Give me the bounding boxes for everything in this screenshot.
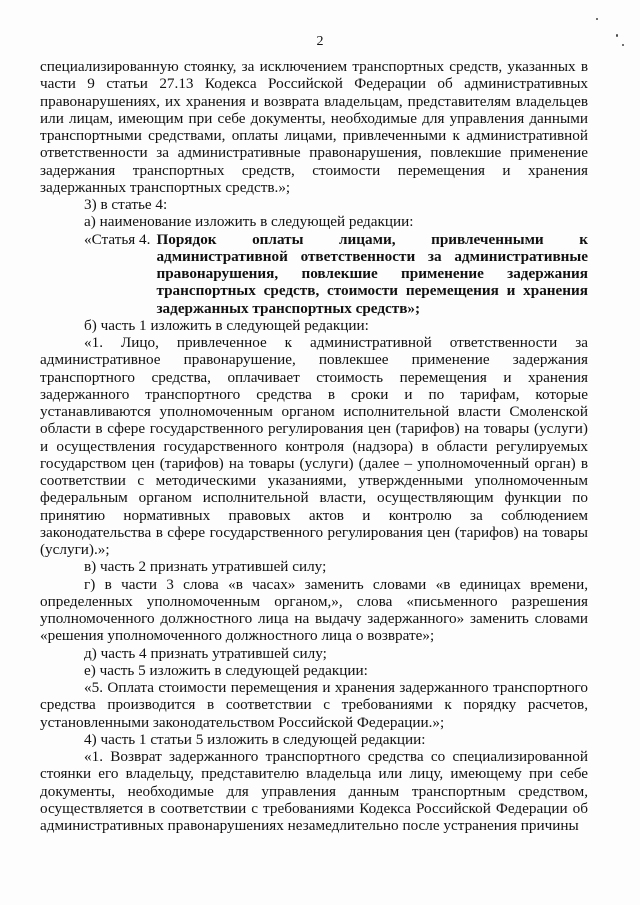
paragraph-quote-part-1: «1. Лицо, привлеченное к административной ответственности за административное правонарушение, повлекшее применение задержания транспортного средства, оплачивает стоимость перемещения и хранения задержанного транспортного средства в сроки и по тарифам, которые устанавливаются уполномоченным органом исполнительной власти Смоленской области в сфере государственного регулирования цен (тарифов) на товары (услуги) и осуществления государственного контроля (надзора) в области регулируемых государством цен (тарифов) на товары (услуги) (далее – уполномоченный орган) в соответствии с методическими указаниями, утвержденными уполномоченным федеральным органом исполнительной власти, осуществляющим функции по принятию нормативных правовых актов и контролю за соблюдением законодательства в сфере государственного регулирования цен (тарифов) на товары (услуги).»; [40, 334, 588, 558]
paragraph-item-g: г) в части 3 слова «в часах» заменить словами «в единицах времени, определенных уполномоченным органом,», слова «письменного разрешения уполномоченного должностного лица на выдачу задержанного» заменить словами «решения уполномоченного должностного лица о возврате»; [40, 575, 588, 645]
document-body [40, 58, 588, 834]
paragraph-item-3: 3) в статье 4: [84, 196, 168, 213]
page-number: 2 [316, 34, 324, 49]
paragraph-item-d: д) часть 4 признать утратившей силу; [84, 644, 327, 662]
article-title [40, 231, 588, 317]
scan-speck [596, 18, 598, 20]
paragraph-item-b: б) часть 1 изложить в следующей редакции: [84, 316, 369, 334]
paragraph-item-4: 4) часть 1 статьи 5 изложить в следующей редакции: [84, 730, 426, 748]
paragraph-continuation: специализированную стоянку, за исключением транспортных средств, указанных в части 9 статьи 27.13 Кодекса Российской Федерации об административных правонарушениях, их хранения и возврата владельцам, представителям владельцев или лицам, имеющим при себе документы, необходимые для управления данными транспортными средствами, оплаты лицами, привлеченными к административной ответственности за административные правонарушения, повлекшие применение задержания транспортных средств, стоимости перемещения и хранения задержанных транспортных средств.»; [40, 58, 588, 196]
paragraph-quote-part-5: «5. Оплата стоимости перемещения и хранения задержанного транспортного средства производится в соответствии с требованиями к порядку расчетов, установленными законодательством Российской Федерации.»; [40, 679, 588, 731]
paragraph-quote-article-5: «1. Возврат задержанного транспортного средства со специализированной стоянки его владельцу, представителю владельца или лицу, имеющему при себе документы, необходимые для управления данным транспортным средством, осуществляется в соответствии с требованиями Кодекса Российской Федерации об административных правонарушениях незамедлительно после устранения причины [40, 748, 588, 834]
paragraph-item-v: в) часть 2 признать утратившей силу; [84, 558, 327, 576]
article-title-text: Порядок оплаты лицами, привлеченными к административной ответственности за административные правонарушения, повлекшие применение задержания транспортных средств, стоимости перемещения и хранения задержанных транспортных средств»; [156, 230, 588, 317]
paragraph-item-e: е) часть 5 изложить в следующей редакции: [84, 661, 368, 679]
article-title-prefix: «Статья 4. [84, 230, 151, 248]
paragraph-item-a: а) наименование изложить в следующей редакции: [84, 213, 414, 231]
